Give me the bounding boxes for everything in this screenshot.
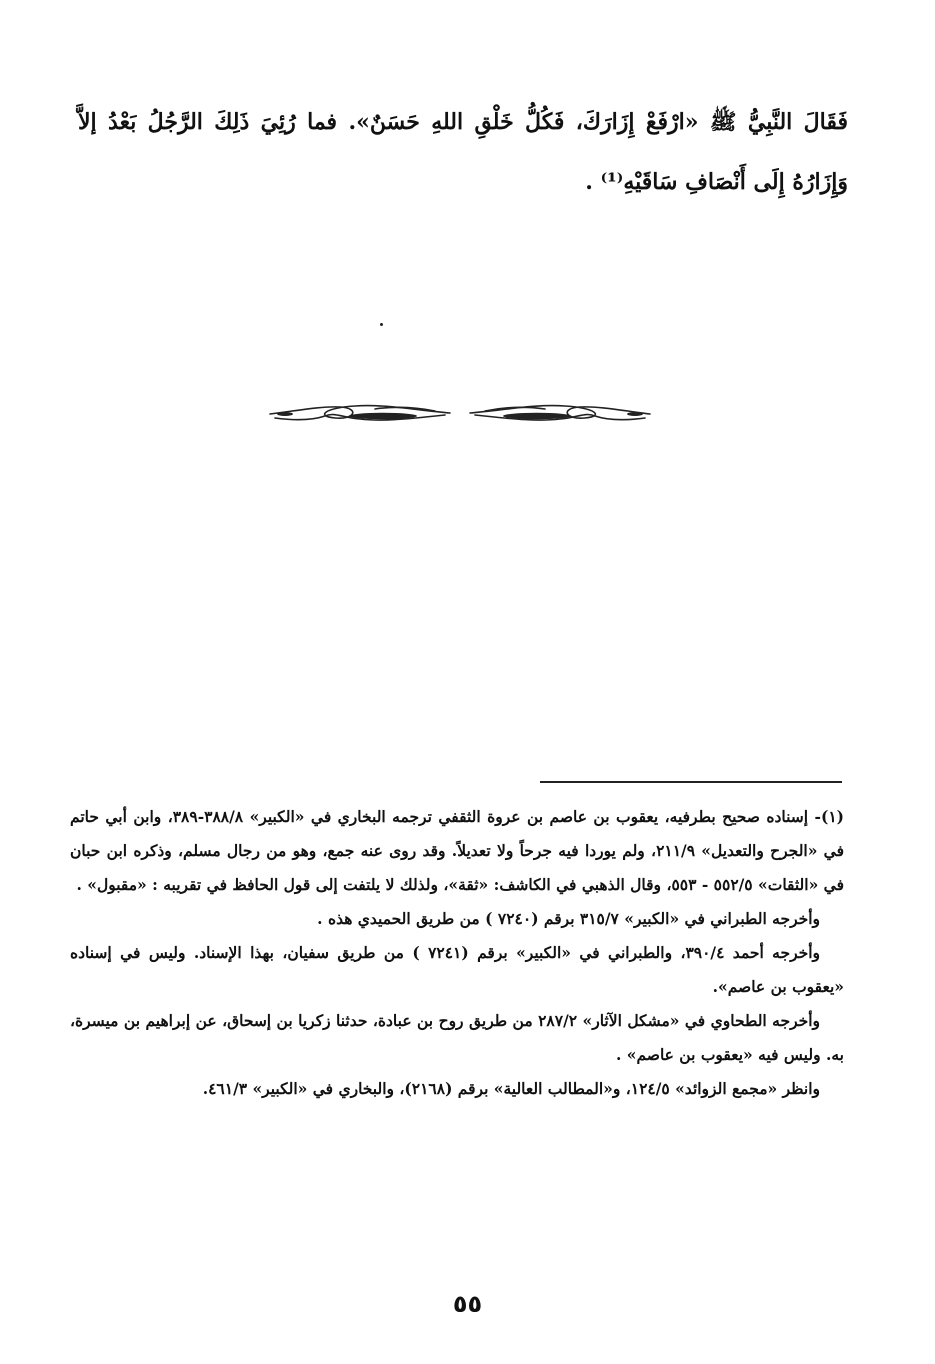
decorative-divider-icon (265, 396, 655, 430)
footnote-paragraph: وأخرجه الطبراني في «الكبير» ٣١٥/٧ برقم (٧٢٤٠ ) من طريق الحميدي هذه . (317, 909, 820, 928)
footnote-paragraph: وأخرجه أحمد ٣٩٠/٤، والطبراني في «الكبير» برقم (٧٢٤١ ) من طريق سفيان، بهذا الإسناد. وليس في إسناده «يعقوب بن عاصم». (70, 943, 844, 996)
page-number: ٥٥ (452, 1290, 483, 1318)
footnote-paragraph: وأخرجه الطحاوي في «مشكل الآثار» ٢٨٧/٢ من طريق روح بن عبادة، حدثنا زكريا بن إسحاق، عن إبراهيم بن ميسرة، به. وليس فيه «يعقوب بن عاصم» . (70, 1011, 844, 1064)
main-text: فَقَالَ النَّبِيُّ ﷺ «ارْفَعْ إِزَارَكَ، فَكُلُّ خَلْقِ اللهِ حَسَنٌ». فما رُئِيَ ذَلِكَ الرَّجُلُ بَعْدُ إلاَّ وَإِزَارُهُ إِلَى أَنْصَافِ سَاقَيْهِ⁽¹⁾ . (78, 109, 848, 195)
footnote-separator (540, 781, 842, 783)
footnote-paragraph: وانظر «مجمع الزوائد» ١٢٤/٥، و«المطالب العالية» برقم (٢١٦٨)، والبخاري في «الكبير» ٤٦١/٣. (202, 1079, 820, 1098)
footnotes (70, 800, 844, 1106)
footnote-1: (١)- إسناده صحيح بطرفيه، يعقوب بن عاصم بن عروة الثقفي ترجمه البخاري في «الكبير» ٣٨٨/٨-٣٨٩، وابن أبي حاتم في «الجرح والتعديل» ٢١١/٩، ولم يوردا فيه جرحاً ولا تعديلاً. وقد روى عنه جمع، وهو من رجال مسلم، وذكره ابن حبان في «الثقات» ٥٥٢/٥ - ٥٥٣، وقال الذهبي في الكاشف: «ثقة»، ولذلك لا يلتفت إلى قول الحافظ في تقريبه : «مقبول» . (70, 807, 845, 894)
ink-speck (380, 323, 383, 326)
